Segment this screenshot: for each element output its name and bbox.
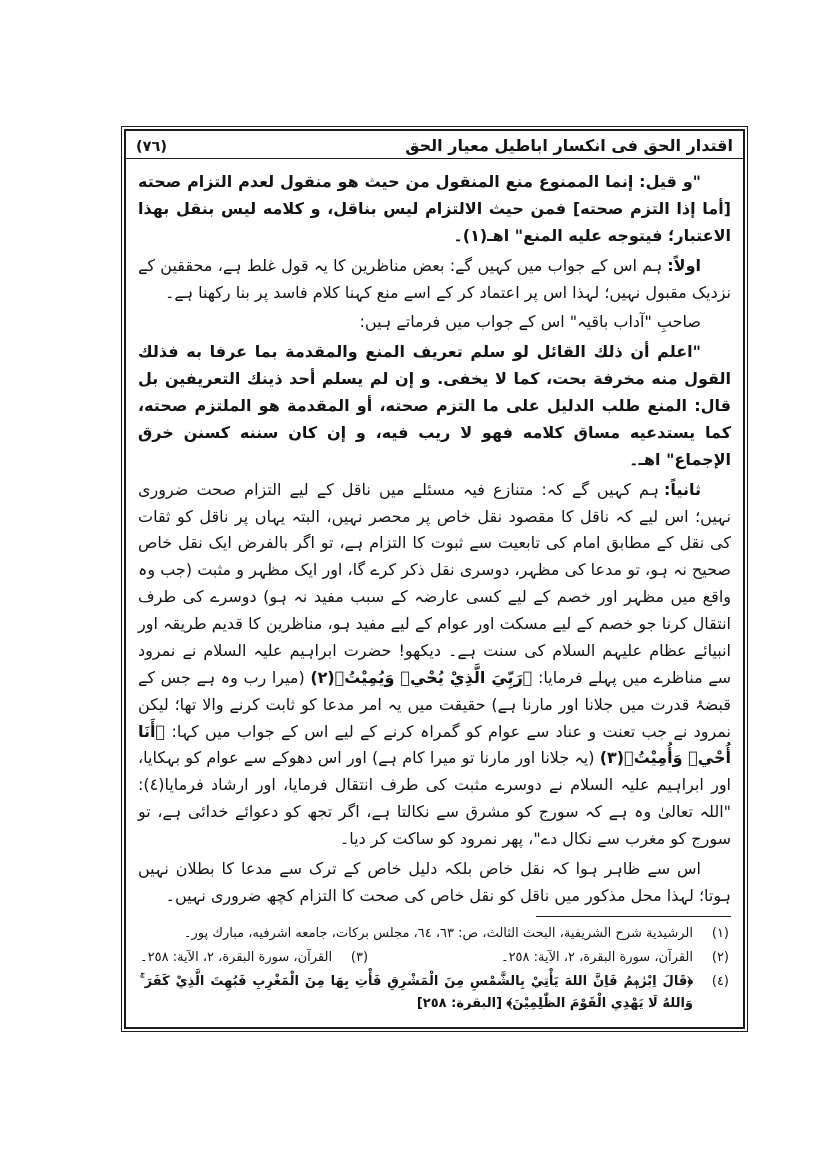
- footnote-number: (٤): [711, 973, 729, 989]
- footnote-entry: [501, 947, 729, 970]
- page-number: (٧٦): [136, 139, 167, 155]
- paragraph-arabic-quote-2: "اعلم أن ذلك القائل لو سلم تعريف المنع والمقدمة بما عرفا به فذلك القول منه مخرفة بحت، كما لا يخفى. و إن لم يسلم أحد ذينك التعريفين بل قال: المنع طلب الدليل على ما التزم صحته، أو المقدمة هو الملتزم صحته، كما يستدعيه مساق كلامه فهو لا ريب فيه، و إن كان سننه كسنن خرق الإجماع" اهـ۔: [138, 342, 731, 469]
- paragraph-text-part: (میرا رب وہ ہے جس کے قبضۂ قدرت میں جلانا اور مارنا ہے) حقیقت میں یہ امر مدعا کو ثابت کرنے والا تھا؛ لیکن نمرود نے جب تعنت و عناد سے عوام کو گمراہ کرنے کے لیے اس کے جواب میں کہا:: [138, 667, 731, 741]
- footnote-row: [140, 971, 729, 1017]
- footnotes-section: [126, 923, 743, 1027]
- footnote-number: (١): [711, 926, 729, 941]
- page-body: [126, 159, 743, 906]
- paragraph-text: ہم اس کے جواب میں کہیں گے: بعض مناظرین کا یہ قول غلط ہے، محققین کے نزدیک مقبول نہیں؛ لہذا اس پر اعتماد کر کے اسے منع کہنا کلام فاسد پر بنا رکھنا ہے۔: [138, 255, 731, 302]
- quran-inline-verse-2: ﴿أَنَا أُحْيٖ وَأُمِيْتُ﴾(٣): [138, 721, 732, 768]
- paragraph-text-part: ہم کہیں گے کہ: متنازع فیہ مسئلے میں ناقل کے لیے التزام صحت ضروری نہیں؛ اس لیے کہ ناقل کا مقصود نقل خاص پر محصر نہیں، البتہ یہاں پر ناقل کو ثقات کی نقل کے مطابق امام کی تابعیت سے ثبوت کا التزام ہے، تو اگر بالفرض ایک نقل خاص صحیح نہ ہو، تو مدعا کی مظہر، دوسری نقل ذکر کرے گا، اور ایک مظہر و مثبت (جب وہ واقع میں مظہر اور خصم کے لیے کسی عارضہ کے سبب مفید نہ ہو) دوسرے کی طرف انتقال کرنا جو خصم کے لیے مسکت اور عوام کے لیے مفید ہو، مناظرین کا قدیم طریقہ اور انبیائے عظام علیہم السلام کی سنت ہے۔ دیکھو! حضرت ابراہیم علیہ السلام نے نمرود سے مناظرے میں پہلے فرمایا:: [138, 479, 731, 687]
- footnote-entry: [140, 947, 368, 970]
- page-border-inner: [124, 129, 745, 1029]
- quran-inline-verse-1: ﴿رَبِّيَ الَّذِيْ يُحْيٖ وَيُمِيْتُ﴾(٢): [310, 667, 533, 687]
- footnote-number: (٣): [350, 949, 369, 965]
- paragraph-arabic-quote-1: "و قيل: إنما الممنوع منع المنقول من حيث هو منقول لعدم التزام صحته [أما إذا التزم صحته] فمن حيث الالتزام ليس بناقل، و كلامه ليس بنقل بهذا الاعتبار؛ فيتوجه عليه المنع" اهـ(١)۔: [138, 172, 731, 245]
- page-header: [126, 131, 743, 159]
- footnote-pair: [140, 947, 729, 970]
- footnote-quran-verse: ﴿قَالَ اِبْرٰهٖمُ فَاِنَّ اللهَ يَأْتِيْ بِالشَّمْسِ مِنَ الْمَشْرِقِ فَأْتِ بِهَا مِنَ الْمَغْرِبِ فَبُهِتَ الَّذِيْ كَفَرَ ۚ وَاللهُ لَا يَهْدِي الْقَوْمَ الظّٰلِمِيْنَ﴾ [البقرة: ٢٥٨]: [140, 973, 693, 1012]
- paragraph-conclusion: اس سے ظاہر ہوا کہ نقل خاص بلکہ دلیل خاص کے ترک سے مدعا کا بطلان نہیں ہوتا؛ لہذا محل مذکور میں ناقل کو نقل خاص کی صحت کا التزام کچھ ضروری نہیں۔: [138, 858, 731, 905]
- paragraph-lead-thaniyan: ثانیاً:: [664, 479, 701, 499]
- page-border-frame: [121, 126, 748, 1032]
- footnote-row: [140, 923, 729, 946]
- paragraph-awwalan: [138, 253, 731, 307]
- footnote-text: القرآن، سورة البقرة، ٢، الآية: ٢٥٨۔: [500, 949, 693, 965]
- paragraph-sahib-adab: صاحبِ "آداب باقیہ" اس کے جواب میں فرماتے ہیں:: [359, 312, 701, 332]
- paragraph-text-part: (یہ جلانا اور مارنا تو میرا کام ہے) اور اس دھوکے سے عوام کو بہکایا، اور ابراہیم علیہ السلام نے دوسرے مثبت کی طرف انتقال فرمایا، اور ارشاد فرمایا(٤): "اللہ تعالیٰ وہ ہے کہ سورج کو مشرق سے نکالتا ہے، اگر تجھ کو دعوائے خدائی ہے، تو سورج کو مغرب سے نکال دے"، پھر نمرود کو ساکت کر دیا۔: [138, 748, 731, 848]
- paragraph-lead-awwalan: اولاً:: [667, 255, 701, 275]
- paragraph-thaniyan: [138, 477, 731, 853]
- footnote-text: الرشيدية شرح الشريفية، البحث الثالث، ص: ٦٣، ٦٤، مجلس بركات، جامعه اشرفيه، مبارك پور۔: [183, 926, 693, 941]
- footnote-separator: [536, 916, 731, 917]
- footnote-number: (٢): [711, 949, 729, 965]
- footnote-row: [140, 947, 729, 970]
- footnote-text: القرآن، سورة البقرة، ٢، الآية: ٢٥٨۔: [140, 949, 333, 965]
- book-title: اقتدار الحق فی انکسار اباطیل معیار الحق: [405, 136, 733, 155]
